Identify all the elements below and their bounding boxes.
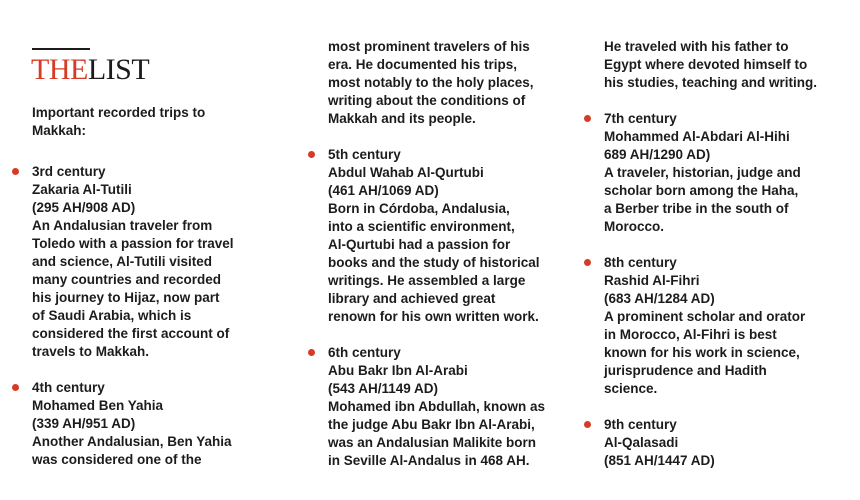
text-line: science. (604, 381, 658, 396)
text-line: many countries and recorded (32, 272, 222, 287)
text-line: library and achieved great (328, 291, 496, 306)
text-line: 689 AH/1290 AD) (604, 147, 711, 162)
text-line: (543 AH/1149 AD) (328, 381, 439, 396)
text-line: 8th century (604, 255, 677, 270)
text-line: a Berber tribe in the south of (604, 201, 789, 216)
text-line: the judge Abu Bakr Ibn Al-Arabi, (328, 417, 535, 432)
text-line: era. He documented his trips, (328, 57, 518, 72)
bullet-icon (12, 168, 19, 175)
bullet-icon (584, 115, 591, 122)
text-line: Egypt where devoted himself to (604, 57, 808, 72)
text-line: Morocco. (604, 219, 665, 234)
text-line: 4th century (32, 380, 105, 395)
text-line: Abdul Wahab Al-Qurtubi (328, 165, 484, 180)
intro-heading: Important recorded trips to Makkah: (32, 105, 206, 138)
text-line: writing about the conditions of (328, 93, 526, 108)
bullet-icon (584, 259, 591, 266)
text-line: jurisprudence and Hadith (604, 363, 767, 378)
text-line: writings. He assembled a large (328, 273, 526, 288)
bullet-icon (584, 421, 591, 428)
text-line: Born in Córdoba, Andalusia, (328, 201, 510, 216)
entry-7th-century (604, 110, 860, 236)
text-line: in Seville Al-Andalus in 468 AH. (328, 453, 530, 468)
entry-3rd-century (32, 163, 284, 361)
text-line: in Morocco, Al-Fihri is best (604, 327, 777, 342)
text-line: Rashid Al-Fihri (604, 273, 700, 288)
text-line: 5th century (328, 147, 401, 162)
text-line: (683 AH/1284 AD) (604, 291, 715, 306)
text-line: He traveled with his father to (604, 39, 789, 54)
text-line: Abu Bakr Ibn Al-Arabi (328, 363, 468, 378)
text-line: Al-Qalasadi (604, 435, 679, 450)
text-line: Mohamed ibn Abdullah, known as (328, 399, 546, 414)
text-line: scholar born among the Haha, (604, 183, 799, 198)
entry-6th-century (328, 344, 590, 470)
text-line: travels to Makkah. (32, 344, 150, 359)
text-line: considered the first account of (32, 326, 230, 341)
text-line: Al-Qurtubi had a passion for (328, 237, 511, 252)
text-line: A traveler, historian, judge and (604, 165, 801, 180)
text-line: and science, Al-Tutili visited (32, 254, 213, 269)
entry-4th-century (32, 379, 284, 469)
text-line: (339 AH/951 AD) (32, 416, 136, 431)
text-line: was an Andalusian Malikite born (328, 435, 537, 450)
entry-8th-century (604, 254, 860, 398)
text-line: most notably to the holy places, (328, 75, 534, 90)
entry-5th-century (328, 146, 590, 326)
continuation-4th-century (328, 38, 534, 128)
brand-rule (32, 48, 90, 50)
the-list-logo (31, 52, 149, 88)
text-line: (461 AH/1069 AD) (328, 183, 439, 198)
text-line: (851 AH/1447 AD) (604, 453, 715, 468)
text-line: 9th century (604, 417, 677, 432)
bullet-icon (308, 349, 315, 356)
text-line: Toledo with a passion for travel (32, 236, 234, 251)
logo-the: THE (31, 53, 88, 86)
text-line: Another Andalusian, Ben Yahia (32, 434, 232, 449)
text-line: of Saudi Arabia, which is (32, 308, 192, 323)
text-line: into a scientific environment, (328, 219, 515, 234)
text-line: Makkah and its people. (328, 111, 476, 126)
text-line: his journey to Hijaz, now part (32, 290, 220, 305)
text-line: 7th century (604, 111, 677, 126)
text-line: known for his work in science, (604, 345, 800, 360)
bullet-icon (12, 384, 19, 391)
continuation-6th-century (604, 38, 817, 92)
entry-9th-century (604, 416, 860, 470)
text-line: A prominent scholar and orator (604, 309, 806, 324)
text-line: Zakaria Al-Tutili (32, 182, 132, 197)
text-line: most prominent travelers of his (328, 39, 530, 54)
text-line: his studies, teaching and writing. (604, 75, 818, 90)
text-line: (295 AH/908 AD) (32, 200, 136, 215)
text-line: Mohammed Al-Abdari Al-Hihi (604, 129, 790, 144)
logo-list: LIST (87, 53, 150, 86)
text-line: Mohamed Ben Yahia (32, 398, 164, 413)
text-line: 6th century (328, 345, 401, 360)
text-line: An Andalusian traveler from (32, 218, 213, 233)
text-line: 3rd century (32, 164, 106, 179)
text-line: books and the study of historical (328, 255, 540, 270)
text-line: renown for his own written work. (328, 309, 539, 324)
bullet-icon (308, 151, 315, 158)
text-line: was considered one of the (32, 452, 202, 467)
